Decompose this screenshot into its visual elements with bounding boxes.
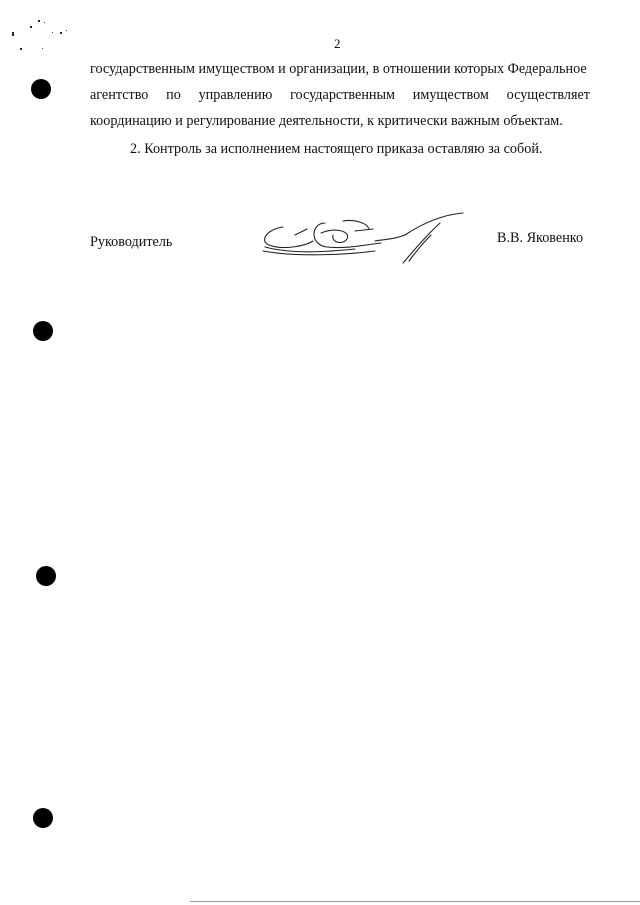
scan-edge-line <box>190 901 640 902</box>
word: управлению <box>198 87 273 103</box>
signature-position-label: Руководитель <box>90 234 173 250</box>
punch-hole <box>33 808 53 828</box>
paragraph-1 <box>90 56 590 134</box>
page-number: 2 <box>334 36 341 51</box>
word: государственным <box>290 87 396 103</box>
punch-hole <box>36 566 56 586</box>
scan-specks <box>8 14 78 54</box>
signatory-name: В.В. Яковенко <box>497 230 584 246</box>
word: агентство <box>90 87 149 103</box>
word: имуществом <box>412 87 489 103</box>
paragraph-line: государственным имуществом и организации, в отношении которых Федеральное <box>90 61 587 77</box>
paragraph-line: координацию и регулирование деятельности, к критически важным объектам. <box>90 113 563 129</box>
paragraph-2: 2. Контроль за исполнением настоящего приказа оставляю за собой. <box>130 141 543 157</box>
word: по <box>166 87 181 103</box>
word: осуществляет <box>506 87 590 103</box>
punch-hole <box>33 321 53 341</box>
punch-hole <box>31 79 51 99</box>
paragraph-line <box>90 82 590 108</box>
handwritten-signature <box>255 205 470 265</box>
